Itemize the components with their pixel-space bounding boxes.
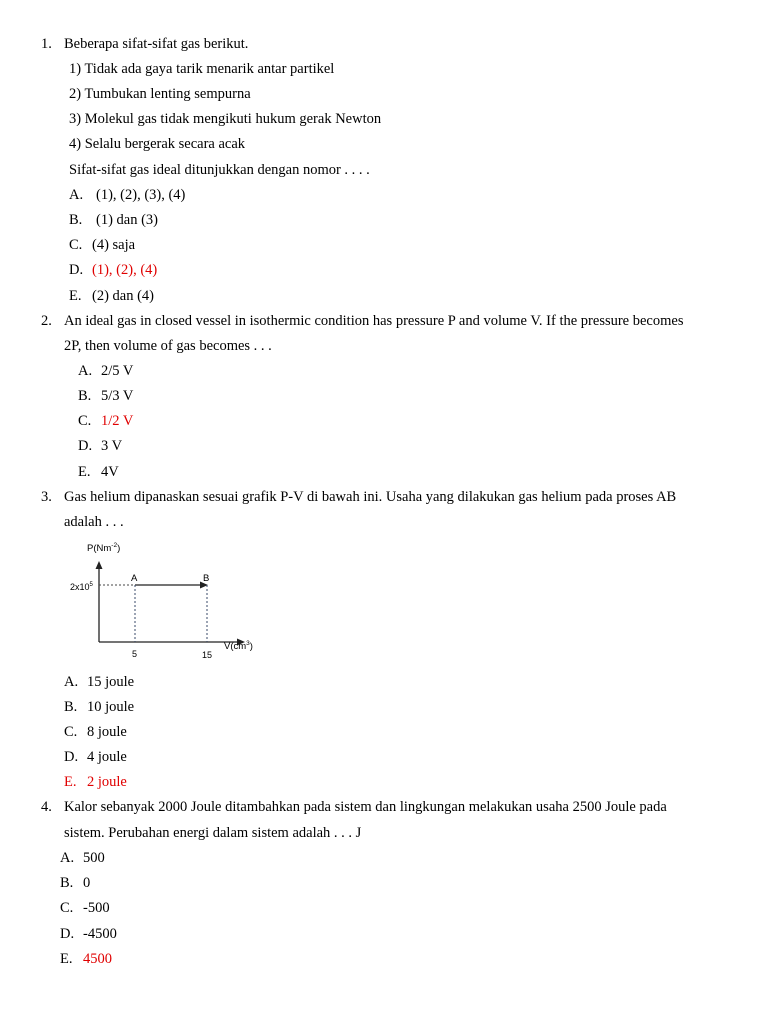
question-number: 2. bbox=[41, 313, 52, 329]
correct-answer-text: 2 joule bbox=[87, 774, 127, 790]
option-text: (1) dan (3) bbox=[96, 212, 159, 228]
statement: 2) Tumbukan lenting sempurna bbox=[69, 86, 251, 102]
option-text: 2/5 V bbox=[101, 363, 134, 379]
option-text: (1), (2), (3), (4) bbox=[96, 187, 186, 203]
option-text: 10 joule bbox=[87, 699, 135, 715]
option-letter: A. bbox=[69, 187, 84, 203]
option-letter: D. bbox=[60, 926, 75, 942]
option-letter: B. bbox=[69, 212, 83, 228]
option-letter: C. bbox=[78, 413, 92, 429]
correct-answer-text: 4500 bbox=[83, 951, 112, 967]
option-letter: D. bbox=[69, 262, 84, 278]
pressure-tick-label: $2x10^5$ bbox=[70, 582, 93, 592]
option-letter: B. bbox=[60, 875, 74, 891]
point-a-label: A bbox=[131, 573, 138, 584]
option-letter: A. bbox=[78, 363, 93, 379]
question-stem: Beberapa sifat-sifat gas berikut. bbox=[64, 36, 249, 52]
correct-option-letter: E. bbox=[64, 774, 77, 790]
statement: 3) Molekul gas tidak mengikuti hukum gerak Newton bbox=[69, 111, 382, 127]
option-letter: C. bbox=[64, 724, 78, 740]
pv-graph bbox=[60, 538, 270, 664]
question-prompt: Sifat-sifat gas ideal ditunjukkan dengan nomor . . . . bbox=[69, 162, 370, 178]
option-text: (2) dan (4) bbox=[92, 288, 155, 304]
option-letter: D. bbox=[64, 749, 79, 765]
question-stem: Kalor sebanyak 2000 Joule ditambahkan pada sistem dan lingkungan melakukan usaha 2500 Joule pada bbox=[64, 799, 667, 815]
option-text: -4500 bbox=[83, 926, 117, 942]
option-text: 4 joule bbox=[87, 749, 127, 765]
option-letter: C. bbox=[69, 237, 83, 253]
option-text: (4) saja bbox=[92, 237, 136, 253]
option-letter: E. bbox=[60, 951, 73, 967]
question-number: 4. bbox=[41, 799, 52, 815]
option-letter: A. bbox=[60, 850, 75, 866]
option-letter: A. bbox=[64, 674, 79, 690]
option-text: 5/3 V bbox=[101, 388, 134, 404]
option-letter: E. bbox=[69, 288, 82, 304]
question-stem: An ideal gas in closed vessel in isothermic condition has pressure P and volume V. If the pressure becomes bbox=[64, 313, 684, 329]
correct-answer-text: 1/2 V bbox=[101, 413, 134, 429]
point-b-label: B bbox=[203, 573, 210, 584]
statement: 4) Selalu bergerak secara acak bbox=[69, 136, 246, 152]
option-text: 3 V bbox=[101, 438, 123, 454]
option-text: 4V bbox=[101, 464, 119, 480]
x-axis-label: $V(cm^3)$ bbox=[224, 640, 253, 652]
option-text: 500 bbox=[83, 850, 105, 866]
option-text: -500 bbox=[83, 900, 110, 916]
option-text: 0 bbox=[83, 875, 91, 891]
v-tick-label: 15 bbox=[202, 650, 213, 660]
correct-answer-text: (1), (2), (4) bbox=[92, 262, 158, 278]
question-number: 3. bbox=[41, 489, 52, 505]
option-letter: D. bbox=[78, 438, 93, 454]
y-axis-arrow bbox=[96, 561, 103, 569]
question-stem: adalah . . . bbox=[64, 514, 124, 530]
option-letter: C. bbox=[60, 900, 74, 916]
question-stem: 2P, then volume of gas becomes . . . bbox=[64, 338, 272, 354]
option-letter: B. bbox=[78, 388, 92, 404]
question-number: 1. bbox=[41, 36, 52, 52]
v-tick-label: 5 bbox=[132, 649, 138, 659]
question-stem: sistem. Perubahan energi dalam sistem adalah . . . J bbox=[64, 825, 362, 841]
option-text: 8 joule bbox=[87, 724, 127, 740]
question-stem: Gas helium dipanaskan sesuai grafik P-V di bawah ini. Usaha yang dilakukan gas helium pada proses AB bbox=[64, 489, 677, 505]
option-letter: B. bbox=[64, 699, 78, 715]
y-axis-label: $P(Nm^{-2})$ bbox=[87, 542, 121, 554]
statement: 1) Tidak ada gaya tarik menarik antar partikel bbox=[69, 61, 335, 77]
option-letter: E. bbox=[78, 464, 91, 480]
option-text: 15 joule bbox=[87, 674, 135, 690]
